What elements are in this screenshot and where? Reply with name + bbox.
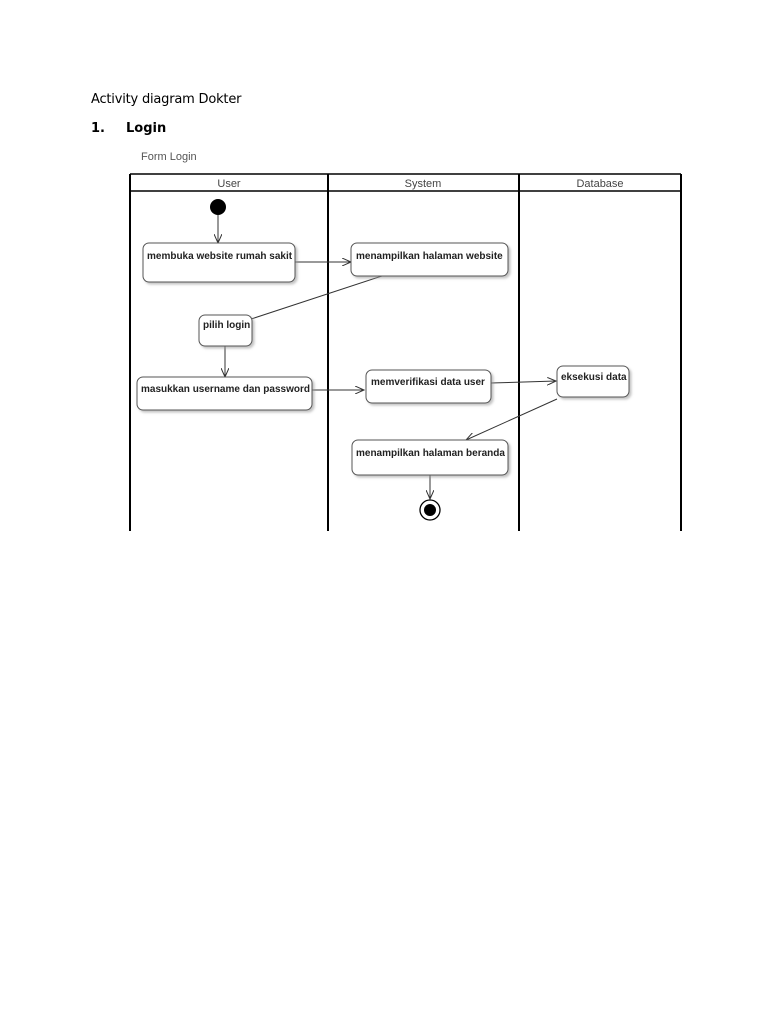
action-open-website <box>143 243 295 282</box>
document-heading: Activity diagram Dokter <box>91 92 242 107</box>
label-open-website: membuka website rumah sakit <box>147 251 293 262</box>
action-show-home <box>352 440 508 475</box>
action-verify-user <box>366 370 491 403</box>
label-show-home: menampilkan halaman beranda <box>356 448 505 459</box>
action-show-website <box>351 243 508 276</box>
lane-title-system: System <box>404 178 442 190</box>
arrow-verify-to-execute <box>491 381 556 383</box>
swimlane-frame <box>130 174 681 531</box>
lane-title-database: Database <box>576 178 624 190</box>
label-enter-credentials: masukkan username dan password <box>141 384 310 395</box>
section-number: 1. <box>91 121 105 136</box>
action-enter-credentials <box>137 377 312 410</box>
label-verify-user: memverifikasi data user <box>371 377 485 388</box>
lane-title-user: User <box>217 178 241 190</box>
action-choose-login <box>199 315 252 346</box>
action-execute-data <box>557 366 629 397</box>
label-show-website: menampilkan halaman website <box>356 251 503 262</box>
label-choose-login: pilih login <box>203 320 251 331</box>
final-node <box>420 500 440 520</box>
section-title: Login <box>126 121 167 136</box>
arrow-execute-to-home <box>466 399 557 440</box>
initial-node <box>210 199 226 215</box>
figure-caption: Form Login <box>141 151 197 163</box>
label-execute-data: eksekusi data <box>561 372 627 383</box>
arrow-show-website-to-login <box>242 276 382 322</box>
